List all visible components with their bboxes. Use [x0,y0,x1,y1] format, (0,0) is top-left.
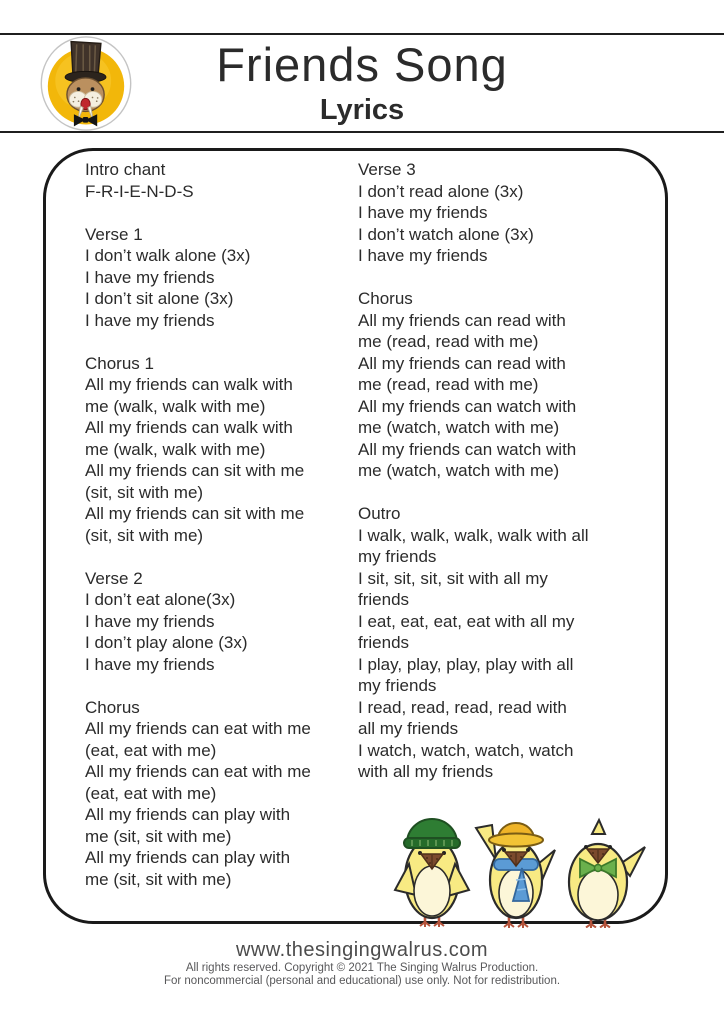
lyrics-line: All my friends can play with [85,848,291,867]
section-heading: Verse 3 [358,160,416,179]
lyrics-line: (sit, sit with me) [85,482,204,502]
lyrics-line: I walk, walk, walk, walk with all [358,525,589,545]
lyrics-line: All my friends can watch with [358,439,577,459]
lyrics-line: (sit, sit with me) [85,525,204,545]
lyrics-column-right [358,159,663,804]
lyrics-line: All my friends can sit with me [85,461,305,480]
lyrics-line: I don’t eat alone(3x) [85,590,236,609]
section-heading: Verse 2 [85,568,143,588]
footer-rights-line: All rights reserved. Copyright © 2021 The Singing Walrus Production. [185,962,539,974]
section-heading: Verse 1 [85,224,143,244]
singing-walrus-logo-icon [39,36,133,131]
section-heading: Outro [358,504,401,523]
lyrics-line: all my friends [358,719,459,738]
lyrics-line: F-R-I-E-N-D-S [85,181,194,201]
lyrics-line: All my friends can sit with me [85,504,305,523]
lyrics-section [358,159,663,267]
lyrics-line: me (walk, walk with me) [85,396,266,416]
section-heading: Chorus [85,697,140,717]
lyrics-line: I have my friends [85,310,215,330]
lyrics-line: my friends [358,676,437,695]
lyrics-line: I watch, watch, watch, watch [358,740,574,760]
page-subtitle: Lyrics [319,94,405,126]
lyrics-line: I eat, eat, eat, eat with all my [358,611,575,631]
lyrics-line: I read, read, read, read with [358,697,567,717]
lyrics-line: my friends [358,547,437,566]
lyrics-line: I sit, sit, sit, sit with all my [358,568,548,588]
lyrics-line: All my friends can read with [358,310,566,330]
lyrics-line: All my friends can walk with [85,375,293,394]
lyrics-line: me (read, read with me) [358,375,539,394]
footer-website-url: www.thesingingwalrus.com [235,939,489,961]
lyrics-line: me (sit, sit with me) [85,826,232,846]
lyrics-line: I don’t watch alone (3x) [358,224,534,244]
lyrics-line: I have my friends [358,203,488,222]
lyrics-line: me (sit, sit with me) [85,869,232,889]
header-divider-line [0,131,724,133]
footer-use-line: For noncommercial (personal and educational) use only. Not for redistribution. [163,975,561,987]
chick-hat-scarf [476,823,555,928]
three-chicks-illustration [392,802,648,928]
section-heading: Chorus [358,289,413,308]
lyrics-section [358,503,663,783]
footer [0,938,724,988]
lyrics-section [85,568,360,676]
lyrics-line: I have my friends [85,654,215,674]
chick-beanie [395,819,469,927]
lyrics-section [85,697,360,891]
lyrics-line: All my friends can eat with me [85,719,311,738]
page-title: Friends Song [216,38,508,91]
lyrics-line: me (walk, walk with me) [85,439,266,459]
lyrics-line: (eat, eat with me) [85,740,217,760]
lyrics-section [85,224,360,332]
lyrics-line: I don’t sit alone (3x) [85,289,234,308]
lyrics-line: I don’t play alone (3x) [85,633,248,652]
lyrics-line: with all my friends [358,762,494,781]
chick-bowtie [569,820,645,928]
lyrics-section [85,159,360,202]
lyrics-column-left [85,159,360,912]
lyrics-line: friends [358,633,410,652]
lyrics-line: I have my friends [358,246,488,265]
lyrics-line: I have my friends [85,611,215,631]
lyrics-line: (eat, eat with me) [85,783,217,803]
lyrics-line: I have my friends [85,267,215,287]
lyrics-line: friends [358,590,410,609]
lyrics-line: I don’t read alone (3x) [358,181,524,201]
lyrics-line: All my friends can play with [85,805,291,824]
lyrics-line: me (watch, watch with me) [358,461,560,480]
lyrics-line: me (read, read with me) [358,332,539,351]
top-divider-line [0,33,724,35]
lyrics-line: All my friends can eat with me [85,762,311,781]
section-heading: Chorus 1 [85,353,154,373]
lyrics-line: I don’t walk alone (3x) [85,246,251,265]
lyrics-line: me (watch, watch with me) [358,418,560,437]
lyrics-section [358,288,663,482]
section-heading: Intro chant [85,160,166,179]
lyrics-line: All my friends can walk with [85,418,293,437]
lyrics-line: I play, play, play, play with all [358,654,574,674]
lyrics-line: All my friends can watch with [358,396,577,416]
lyrics-line: All my friends can read with [358,353,566,373]
lyrics-section [85,353,360,547]
